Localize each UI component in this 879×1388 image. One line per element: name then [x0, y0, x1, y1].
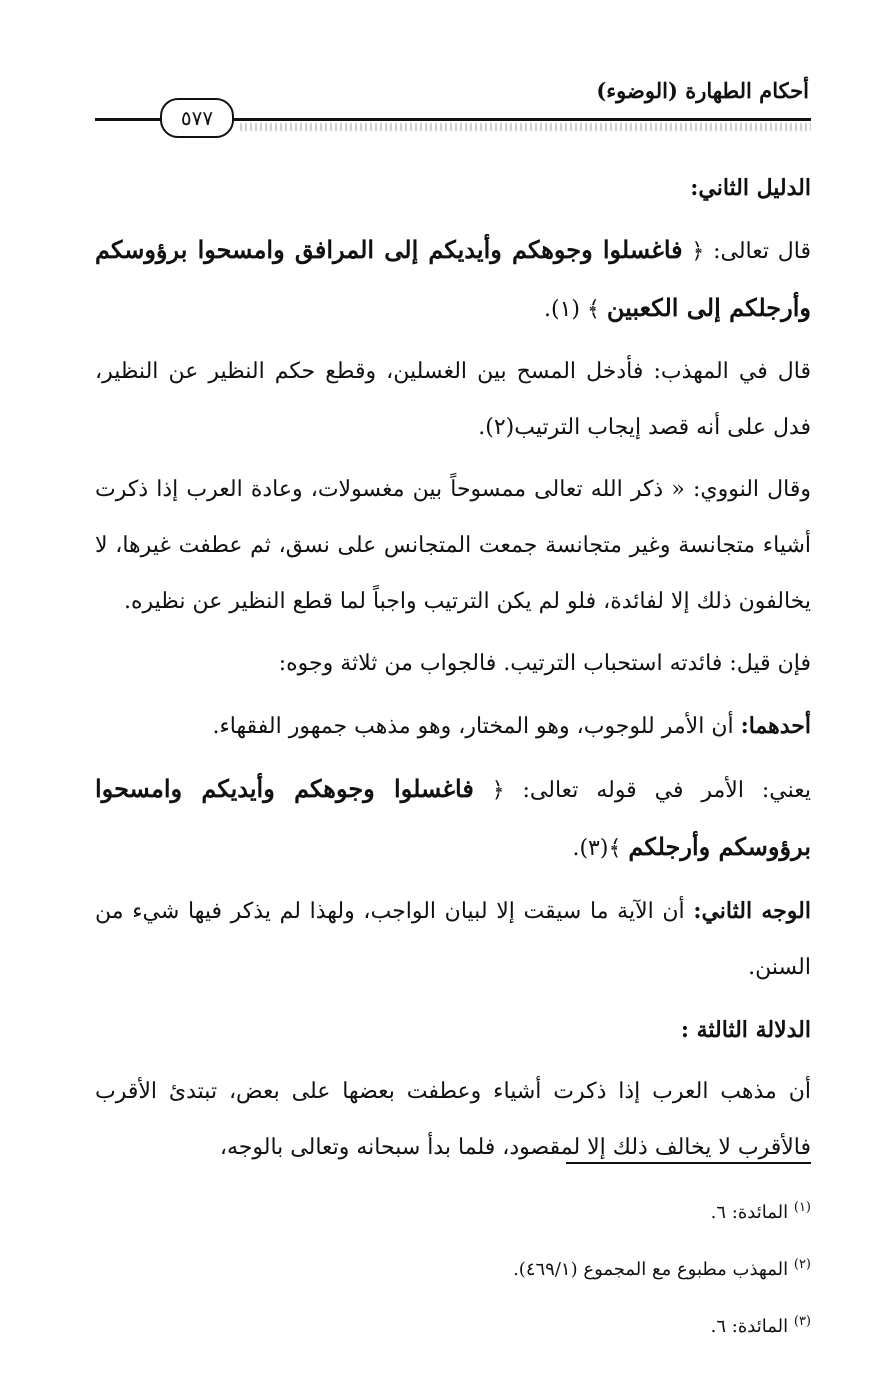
paragraph: وقال النووي: « ذكر الله تعالى ممسوحاً بين مغسولات، وعادة العرب إذا ذكرت أشياء متجانسة وغير متجانسة جمعت المتجانس على نسق، ثم عطفت غيرها، لا يخالفون ذلك إلا لفائدة، فلو لم يكن الترتيب واجباً لما قطع النظير عن نظيره. [95, 477, 811, 614]
page-number: ٥٧٧ [160, 98, 234, 138]
footnote-text: المهذب مطبوع مع المجموع (٤٦٩/١). [513, 1259, 789, 1280]
main-text [95, 160, 811, 1182]
footnote [513, 1182, 811, 1239]
running-header-title: أحكام الطهارة (الوضوء) [596, 78, 809, 103]
footnote-mark: (١) [793, 1200, 811, 1215]
footnote-mark: (٢) [793, 1257, 811, 1272]
footnote [513, 1296, 811, 1353]
paragraph [95, 883, 811, 996]
point-label: الوجه الثاني: [693, 898, 811, 924]
footnote [513, 1239, 811, 1296]
verse-close: ﴾(٣). [572, 836, 629, 861]
paragraph: فإن قيل: فائدته استحباب الترتيب. فالجواب من ثلاثة وجوه: [278, 651, 811, 676]
quran-verse: فاغسلوا وجوهكم وأيديكم وامسحوا برؤوسكم وأرجلكم [95, 774, 811, 861]
verse-close: ﴾ (١). [544, 297, 607, 322]
paragraph [95, 761, 811, 877]
section-heading: الدلالة الثالثة : [680, 1017, 811, 1043]
quran-verse: فاغسلوا وجوهكم وأيديكم إلى المرافق وامسحوا برؤوسكم وأرجلكم إلى الكعبين [95, 235, 811, 322]
paragraph [95, 698, 811, 755]
verse-intro: يعني: الأمر في قوله تعالى: ﴿ [473, 778, 811, 803]
point-label: أحدهما: [740, 713, 811, 739]
paragraph: أن مذهب العرب إذا ذكرت أشياء وعطفت بعضها على بعض، تبتدئ الأقرب فالأقرب لا يخالف ذلك إلا لمقصود، فلما بدأ سبحانه وتعالى بالوجه، [95, 1079, 811, 1160]
footnote-text: المائدة: ٦. [710, 1202, 789, 1223]
point-text: أن الأمر للوجوب، وهو المختار، وهو مذهب جمهور الفقهاء. [212, 714, 741, 739]
header-ornament [240, 123, 811, 131]
footnote-mark: (٣) [793, 1314, 811, 1329]
footnote-separator [566, 1162, 811, 1164]
footnotes [513, 1182, 811, 1353]
paragraph [95, 222, 811, 338]
section-heading: الدليل الثاني: [690, 175, 811, 201]
footnote-text: المائدة: ٦. [710, 1316, 789, 1337]
verse-intro: قال تعالى: ﴿ [682, 239, 812, 264]
point-text: أن الآية ما سيقت إلا لبيان الواجب، ولهذا لم يذكر فيها شيء من السنن. [95, 899, 811, 980]
paragraph: قال في المهذب: فأدخل المسح بين الغسلين، وقطع حكم النظير عن النظير، فدل على أنه قصد إيجاب الترتيب(٢). [95, 359, 811, 440]
